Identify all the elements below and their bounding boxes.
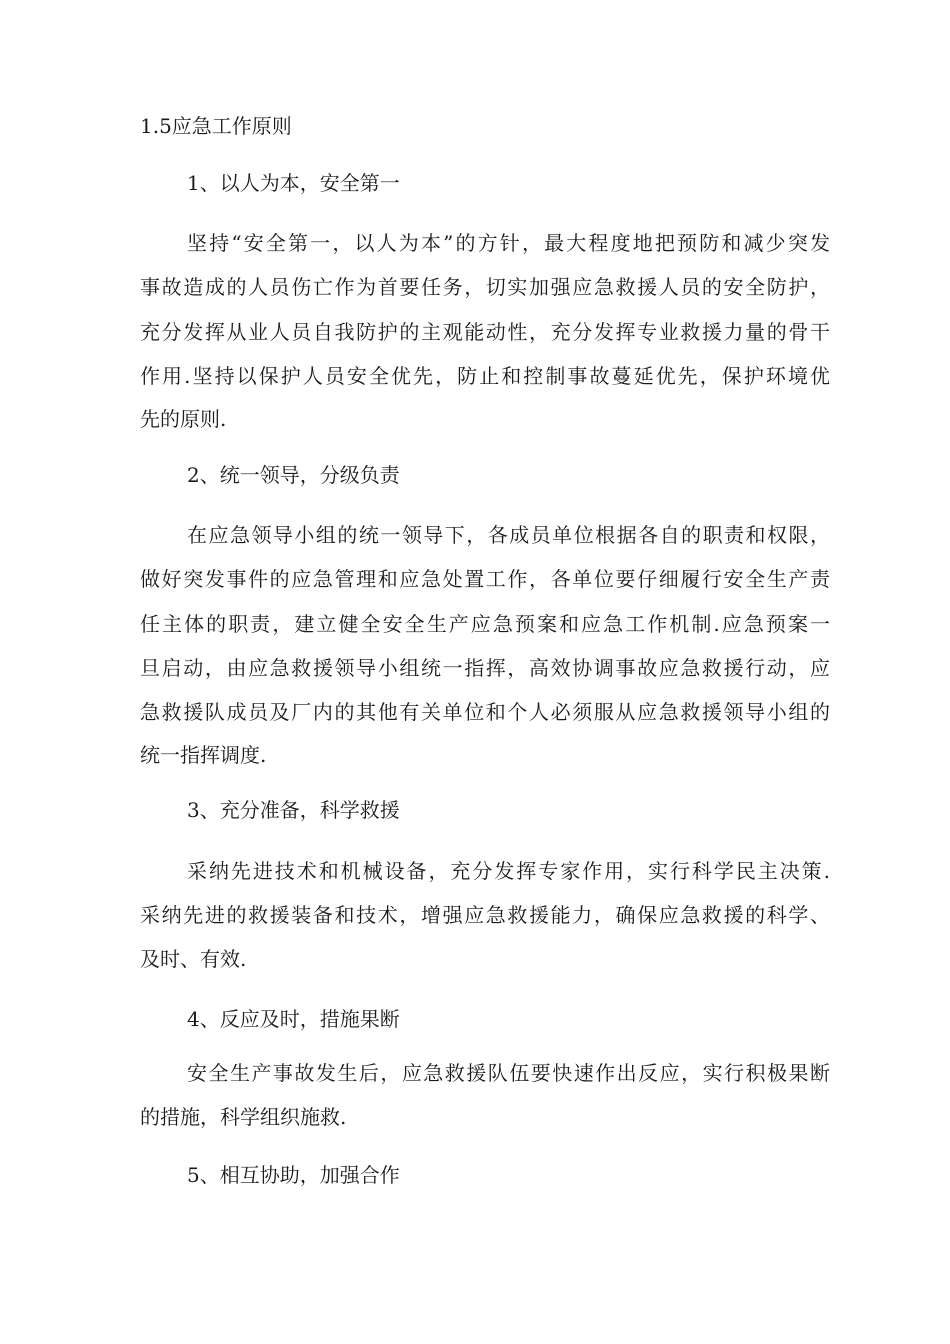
paragraph-line: 的措施，科学组织施救.: [140, 1105, 347, 1129]
paragraph-line: 采纳先进技术和机械设备，充分发挥专家作用，实行科学民主决策.: [187, 859, 830, 883]
section-title: 1.5应急工作原则: [140, 114, 292, 138]
principle-3-heading: 3、充分准备，科学救援: [187, 798, 400, 822]
paragraph-line: 先的原则.: [140, 407, 227, 431]
paragraph-line: 充分发挥从业人员自我防护的主观能动性，充分发挥专业救援力量的骨干: [140, 320, 830, 344]
paragraph-line: 任主体的职责，建立健全安全生产应急预案和应急工作机制.应急预案一: [140, 612, 830, 636]
paragraph-line: 作用.坚持以保护人员安全优先，防止和控制事故蔓延优先，保护环境优: [140, 364, 830, 388]
paragraph-line: 急救援队成员及厂内的其他有关单位和个人必须服从应急救援领导小组的: [140, 700, 830, 724]
paragraph-line: 统一指挥调度.: [140, 743, 267, 767]
paragraph-line: 在应急领导小组的统一领导下，各成员单位根据各自的职责和权限，: [187, 523, 830, 547]
principle-2-heading: 2、统一领导，分级负责: [187, 463, 400, 487]
paragraph-line: 旦启动，由应急救援领导小组统一指挥，高效协调事故应急救援行动，应: [140, 656, 830, 680]
principle-1-heading: 1、以人为本，安全第一: [187, 171, 400, 195]
principle-4-heading: 4、反应及时，措施果断: [187, 1007, 400, 1031]
paragraph-line: 坚持“安全第一，以人为本”的方针，最大程度地把预防和减少突发: [187, 231, 830, 255]
paragraph-line: 安全生产事故发生后，应急救援队伍要快速作出反应，实行积极果断: [187, 1061, 830, 1085]
principle-5-heading: 5、相互协助，加强合作: [187, 1163, 400, 1187]
paragraph-line: 采纳先进的救援装备和技术，增强应急救援能力，确保应急救援的科学、: [140, 903, 830, 927]
paragraph-line: 做好突发事件的应急管理和应急处置工作，各单位要仔细履行安全生产责: [140, 567, 830, 591]
paragraph-line: 事故造成的人员伤亡作为首要任务，切实加强应急救援人员的安全防护，: [140, 275, 830, 299]
paragraph-line: 及时、有效.: [140, 947, 247, 971]
